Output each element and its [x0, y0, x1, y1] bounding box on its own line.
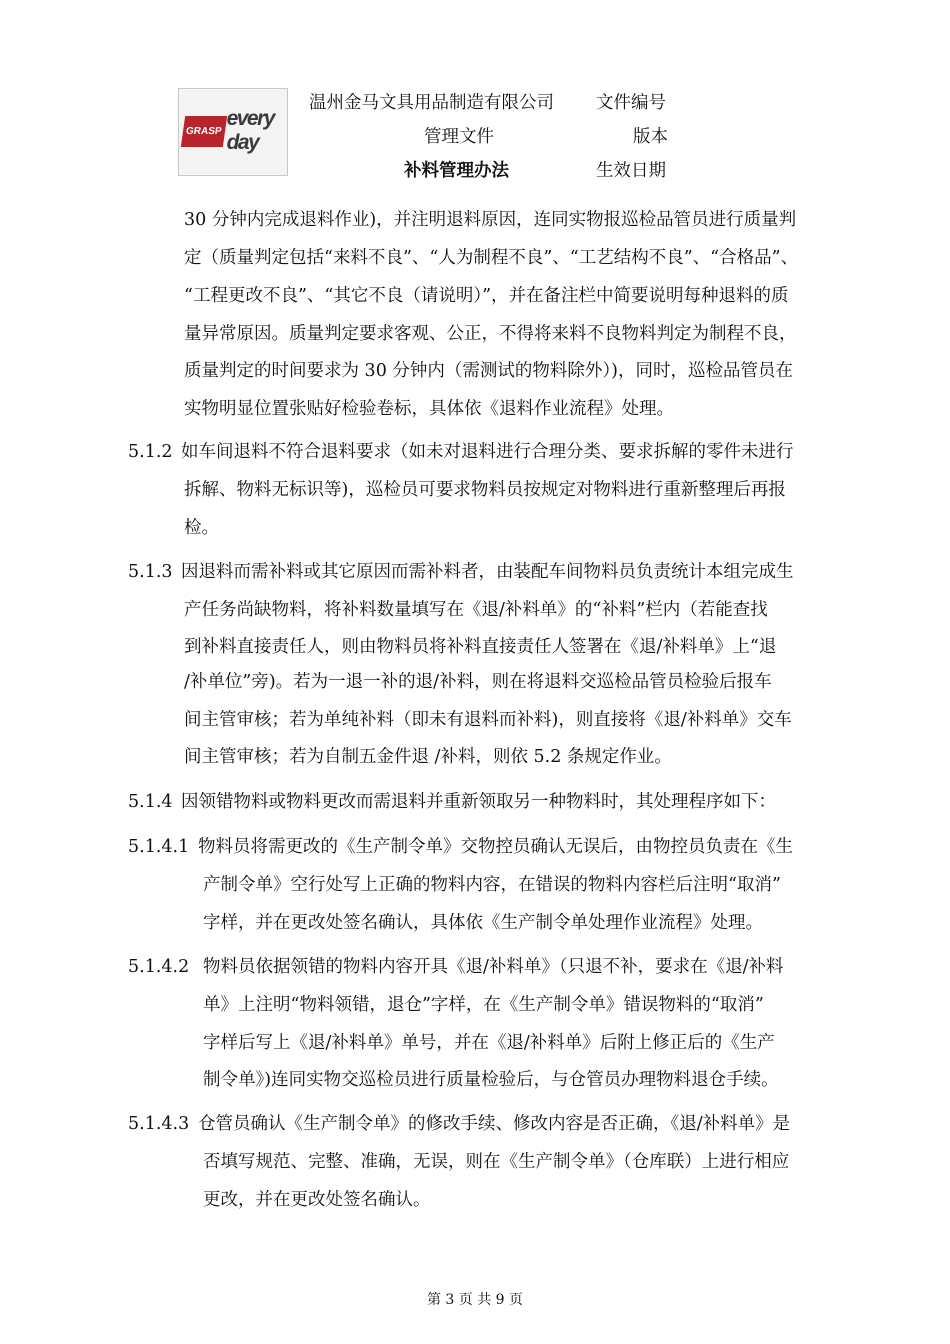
para-line: 制令单》)连同实物交巡检员进行质量检验后，与仓管员办理物料退仓手续。: [203, 1070, 779, 1090]
para-line: 字样，并在更改处签名确认，具体依《生产制令单处理作业流程》处理。: [203, 913, 763, 933]
section-number: 5.1.4: [128, 792, 173, 812]
para-line: 字样后写上《退/补料单》单号，并在《退/补料单》后附上修正后的《生产: [203, 1033, 775, 1053]
section-number: 5.1.2: [128, 442, 173, 462]
para-line: /补单位”旁)。若为一退一补的退/补料，则在将退料交巡检品管员检验后报车: [184, 672, 772, 692]
section-number: 5.1.4.2: [128, 957, 190, 977]
logo-brand-tag: GRASP: [181, 116, 227, 147]
para-line: 检。: [184, 518, 219, 538]
para-line: 拆解、物料无标识等)，巡检员可要求物料员按规定对物料进行重新整理后再报: [184, 480, 786, 500]
para-line: 量异常原因。质量判定要求客观、公正，不得将来料不良物料判定为制程不良，: [184, 324, 797, 344]
para-line: 物料员将需更改的《生产制令单》交物控员确认无误后，由物控员负责在《生: [198, 837, 793, 857]
para-line: 间主管审核；若为自制五金件退 /补料，则依 5.2 条规定作业。: [184, 747, 672, 767]
logo-mark: [183, 107, 283, 154]
page-number: 第 3 页 共 9 页: [426, 1292, 524, 1308]
para-line: 更改，并在更改处签名确认。: [203, 1190, 431, 1210]
para-line: 间主管审核；若为单纯补料（即未有退料而补料)，则直接将《退/补料单》交车: [184, 710, 792, 730]
company-name: 温州金马文具用品制造有限公司: [309, 93, 554, 113]
para-line: 仓管员确认《生产制令单》的修改手续、修改内容是否正确，《退/补料单》是: [198, 1114, 791, 1134]
para-line: 到补料直接责任人，则由物料员将补料直接责任人签署在《退/补料单》上“退: [184, 637, 777, 657]
version-label: 版本: [633, 127, 668, 147]
para-line: 产任务尚缺物料，将补料数量填写在《退/补料单》的“补料”栏内（若能查找: [184, 600, 768, 620]
para-line: 否填写规范、完整、准确，无误，则在《生产制令单》（仓库联）上进行相应: [203, 1152, 790, 1172]
para-line: 30 分钟内完成退料作业)，并注明退料原因，连同实物报巡检品管员进行质量判: [184, 210, 797, 230]
para-line: 因领错物料或物料更改而需退料并重新领取另一种物料时，其处理程序如下：: [181, 792, 776, 812]
effective-date-label: 生效日期: [596, 161, 666, 181]
para-line: 实物明显位置张贴好检验卷标，具体依《退料作业流程》处理。: [184, 399, 674, 419]
para-line: 定（质量判定包括“来料不良”、“人为制程不良”、“工艺结构不良”、“合格品”、: [184, 248, 799, 268]
company-logo: [178, 88, 288, 176]
section-number: 5.1.4.3: [128, 1114, 190, 1134]
doc-title: 补料管理办法: [404, 161, 509, 181]
para-line: 因退料而需补料或其它原因而需补料者，由装配车间物料员负责统计本组完成生: [181, 562, 794, 582]
section-number: 5.1.3: [128, 562, 173, 582]
doc-type: 管理文件: [424, 127, 494, 147]
para-line: 如车间退料不符合退料要求（如未对退料进行合理分类、要求拆解的零件未进行: [181, 442, 794, 462]
section-number: 5.1.4.1: [128, 837, 190, 857]
doc-number-label: 文件编号: [596, 93, 666, 113]
para-line: 产制令单》空行处写上正确的物料内容，在错误的物料内容栏后注明“取消”: [203, 875, 781, 895]
para-line: “工程更改不良”、“其它不良（请说明）”，并在备注栏中简要说明每种退料的质: [184, 286, 789, 306]
para-line: 质量判定的时间要求为 30 分钟内（需测试的物料除外）)，同时，巡检品管员在: [184, 361, 793, 381]
para-line: 物料员依据领错的物料内容开具《退/补料单》（只退不补，要求在《退/补料: [203, 957, 784, 977]
para-line: 单》上注明“物料领错，退仓”字样，在《生产制令单》错误物料的“取消”: [203, 995, 764, 1015]
logo-brand-text: every day: [226, 107, 274, 154]
